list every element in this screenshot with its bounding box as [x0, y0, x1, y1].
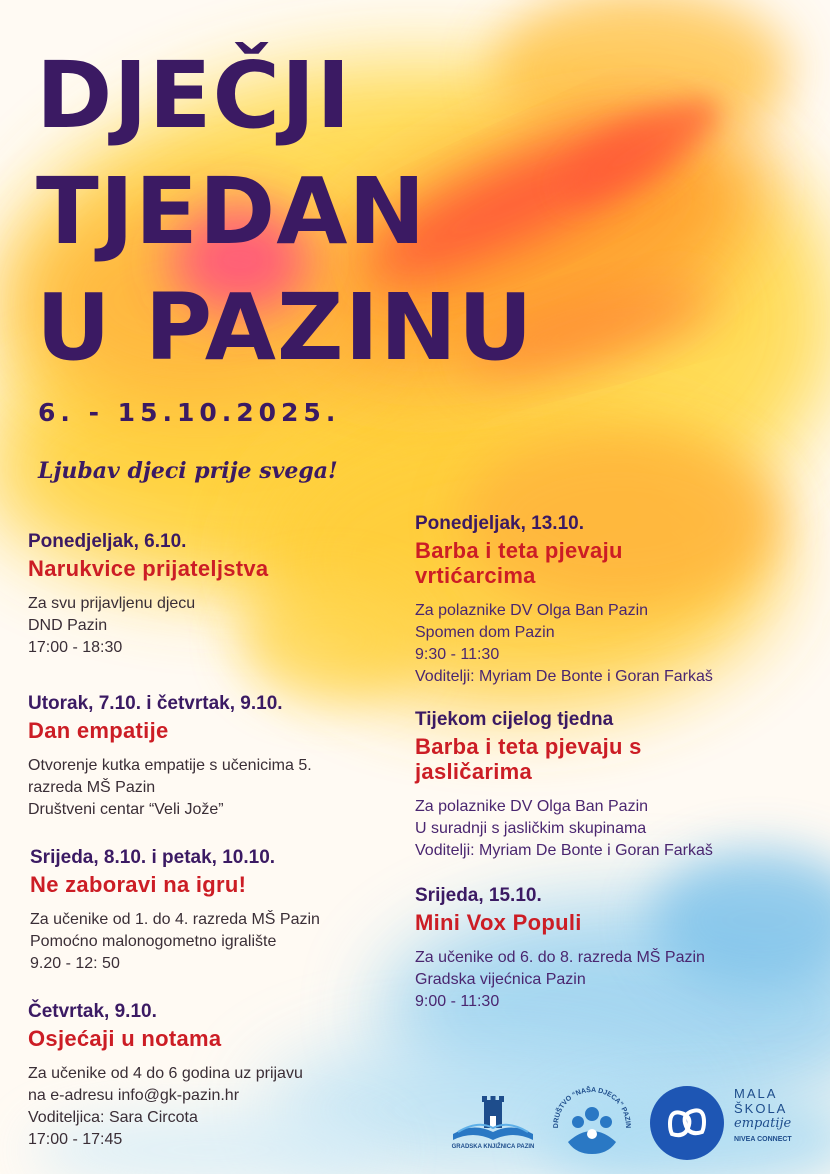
event-detail: Za učenike od 6. do 8. razreda MŠ Pazin — [415, 949, 705, 966]
motto: Ljubav djeci prije svega! — [38, 458, 338, 484]
school-empathy-logo-badge — [648, 1084, 726, 1162]
event-detail: Gradska vijećnica Pazin — [415, 971, 586, 988]
event-detail: razreda MŠ Pazin — [28, 779, 156, 796]
event-title: Ne zaboravi na igru! — [30, 872, 247, 897]
event-narukvice — [28, 530, 268, 659]
event-detail: 9:00 - 11:30 — [415, 993, 500, 1010]
event-ne-zaboravi — [30, 846, 320, 975]
event-mini-vox-populi — [415, 884, 705, 1013]
event-day: Utorak, 7.10. i četvrtak, 9.10. — [28, 693, 283, 714]
society-logo — [548, 1080, 636, 1166]
event-title: Barba i teta pjevaju s — [415, 734, 642, 759]
event-title-cont: jasličarima — [415, 759, 533, 784]
event-title: Dan empatije — [28, 718, 169, 743]
title-line-2: TJEDAN — [36, 158, 427, 265]
event-detail: Za svu prijavljenu djecu — [28, 595, 196, 612]
school-logo-line-3: empatije — [734, 1116, 792, 1131]
event-detail: Za polaznike DV Olga Ban Pazin — [415, 602, 649, 619]
event-detail: Voditeljica: Sara Circota — [28, 1109, 198, 1126]
title-line-1: DJEČJI — [36, 42, 352, 149]
event-detail: Spomen dom Pazin — [415, 624, 555, 641]
partner-logos — [440, 1078, 820, 1168]
event-day: Srijeda, 15.10. — [415, 885, 542, 906]
event-dates: 6. - 15.10.2025. — [38, 398, 341, 427]
event-detail: 9:30 - 11:30 — [415, 646, 500, 663]
society-logo-label: DRUŠTVO “NAŠA DJECA” PAZIN — [552, 1086, 632, 1129]
school-logo-sponsor: NIVEA CONNECT — [734, 1136, 792, 1143]
library-logo — [448, 1092, 538, 1144]
event-detail: Pomoćno malonogometno igralište — [30, 933, 277, 950]
event-detail: Voditelji: Myriam De Bonte i Goran Farkaš — [415, 668, 713, 685]
event-day: Četvrtak, 9.10. — [28, 1001, 157, 1022]
event-detail: 17:00 - 18:30 — [28, 639, 123, 656]
event-detail: Za učenike od 1. do 4. razreda MŠ Pazin — [30, 911, 320, 928]
event-day: Srijeda, 8.10. i petak, 10.10. — [30, 847, 276, 868]
event-day: Ponedjeljak, 6.10. — [28, 531, 187, 552]
event-dan-empatije — [28, 692, 312, 821]
poster-title — [36, 38, 534, 386]
event-detail: na e-adresu info@gk-pazin.hr — [28, 1087, 240, 1104]
event-detail: U suradnji s jasličkim skupinama — [415, 820, 647, 837]
school-empathy-logo-text — [734, 1086, 814, 1145]
event-barba-jaslicarima — [415, 708, 713, 862]
event-title: Osjećaji u notama — [28, 1026, 222, 1051]
event-detail: Otvorenje kutka empatije s učenicima 5. — [28, 757, 312, 774]
title-line-3: U PAZINU — [36, 274, 534, 381]
event-detail: Za učenike od 4 do 6 godina uz prijavu — [28, 1065, 303, 1082]
event-title: Mini Vox Populi — [415, 910, 582, 935]
event-detail: Za polaznike DV Olga Ban Pazin — [415, 798, 649, 815]
event-detail: Voditelji: Myriam De Bonte i Goran Farkaš — [415, 842, 713, 859]
event-barba-vrticarcima — [415, 512, 713, 688]
event-title-cont: vrtićarcima — [415, 563, 536, 588]
event-detail: Društveni centar “Veli Jože” — [28, 801, 224, 818]
event-day: Ponedjeljak, 13.10. — [415, 513, 584, 534]
school-logo-line-2: ŠKOLA — [734, 1101, 788, 1116]
library-logo-label: GRADSKA KNJIŽNICA PAZIN — [451, 1144, 535, 1150]
school-logo-line-1: MALA — [734, 1086, 778, 1101]
event-title: Barba i teta pjevaju — [415, 538, 623, 563]
event-detail: DND Pazin — [28, 617, 108, 634]
event-detail: 9.20 - 12: 50 — [30, 955, 120, 972]
event-osjecaji — [28, 1000, 303, 1151]
event-detail: 17:00 - 17:45 — [28, 1131, 123, 1148]
event-title: Narukvice prijateljstva — [28, 556, 269, 581]
event-day: Tijekom cijelog tjedna — [415, 709, 614, 730]
